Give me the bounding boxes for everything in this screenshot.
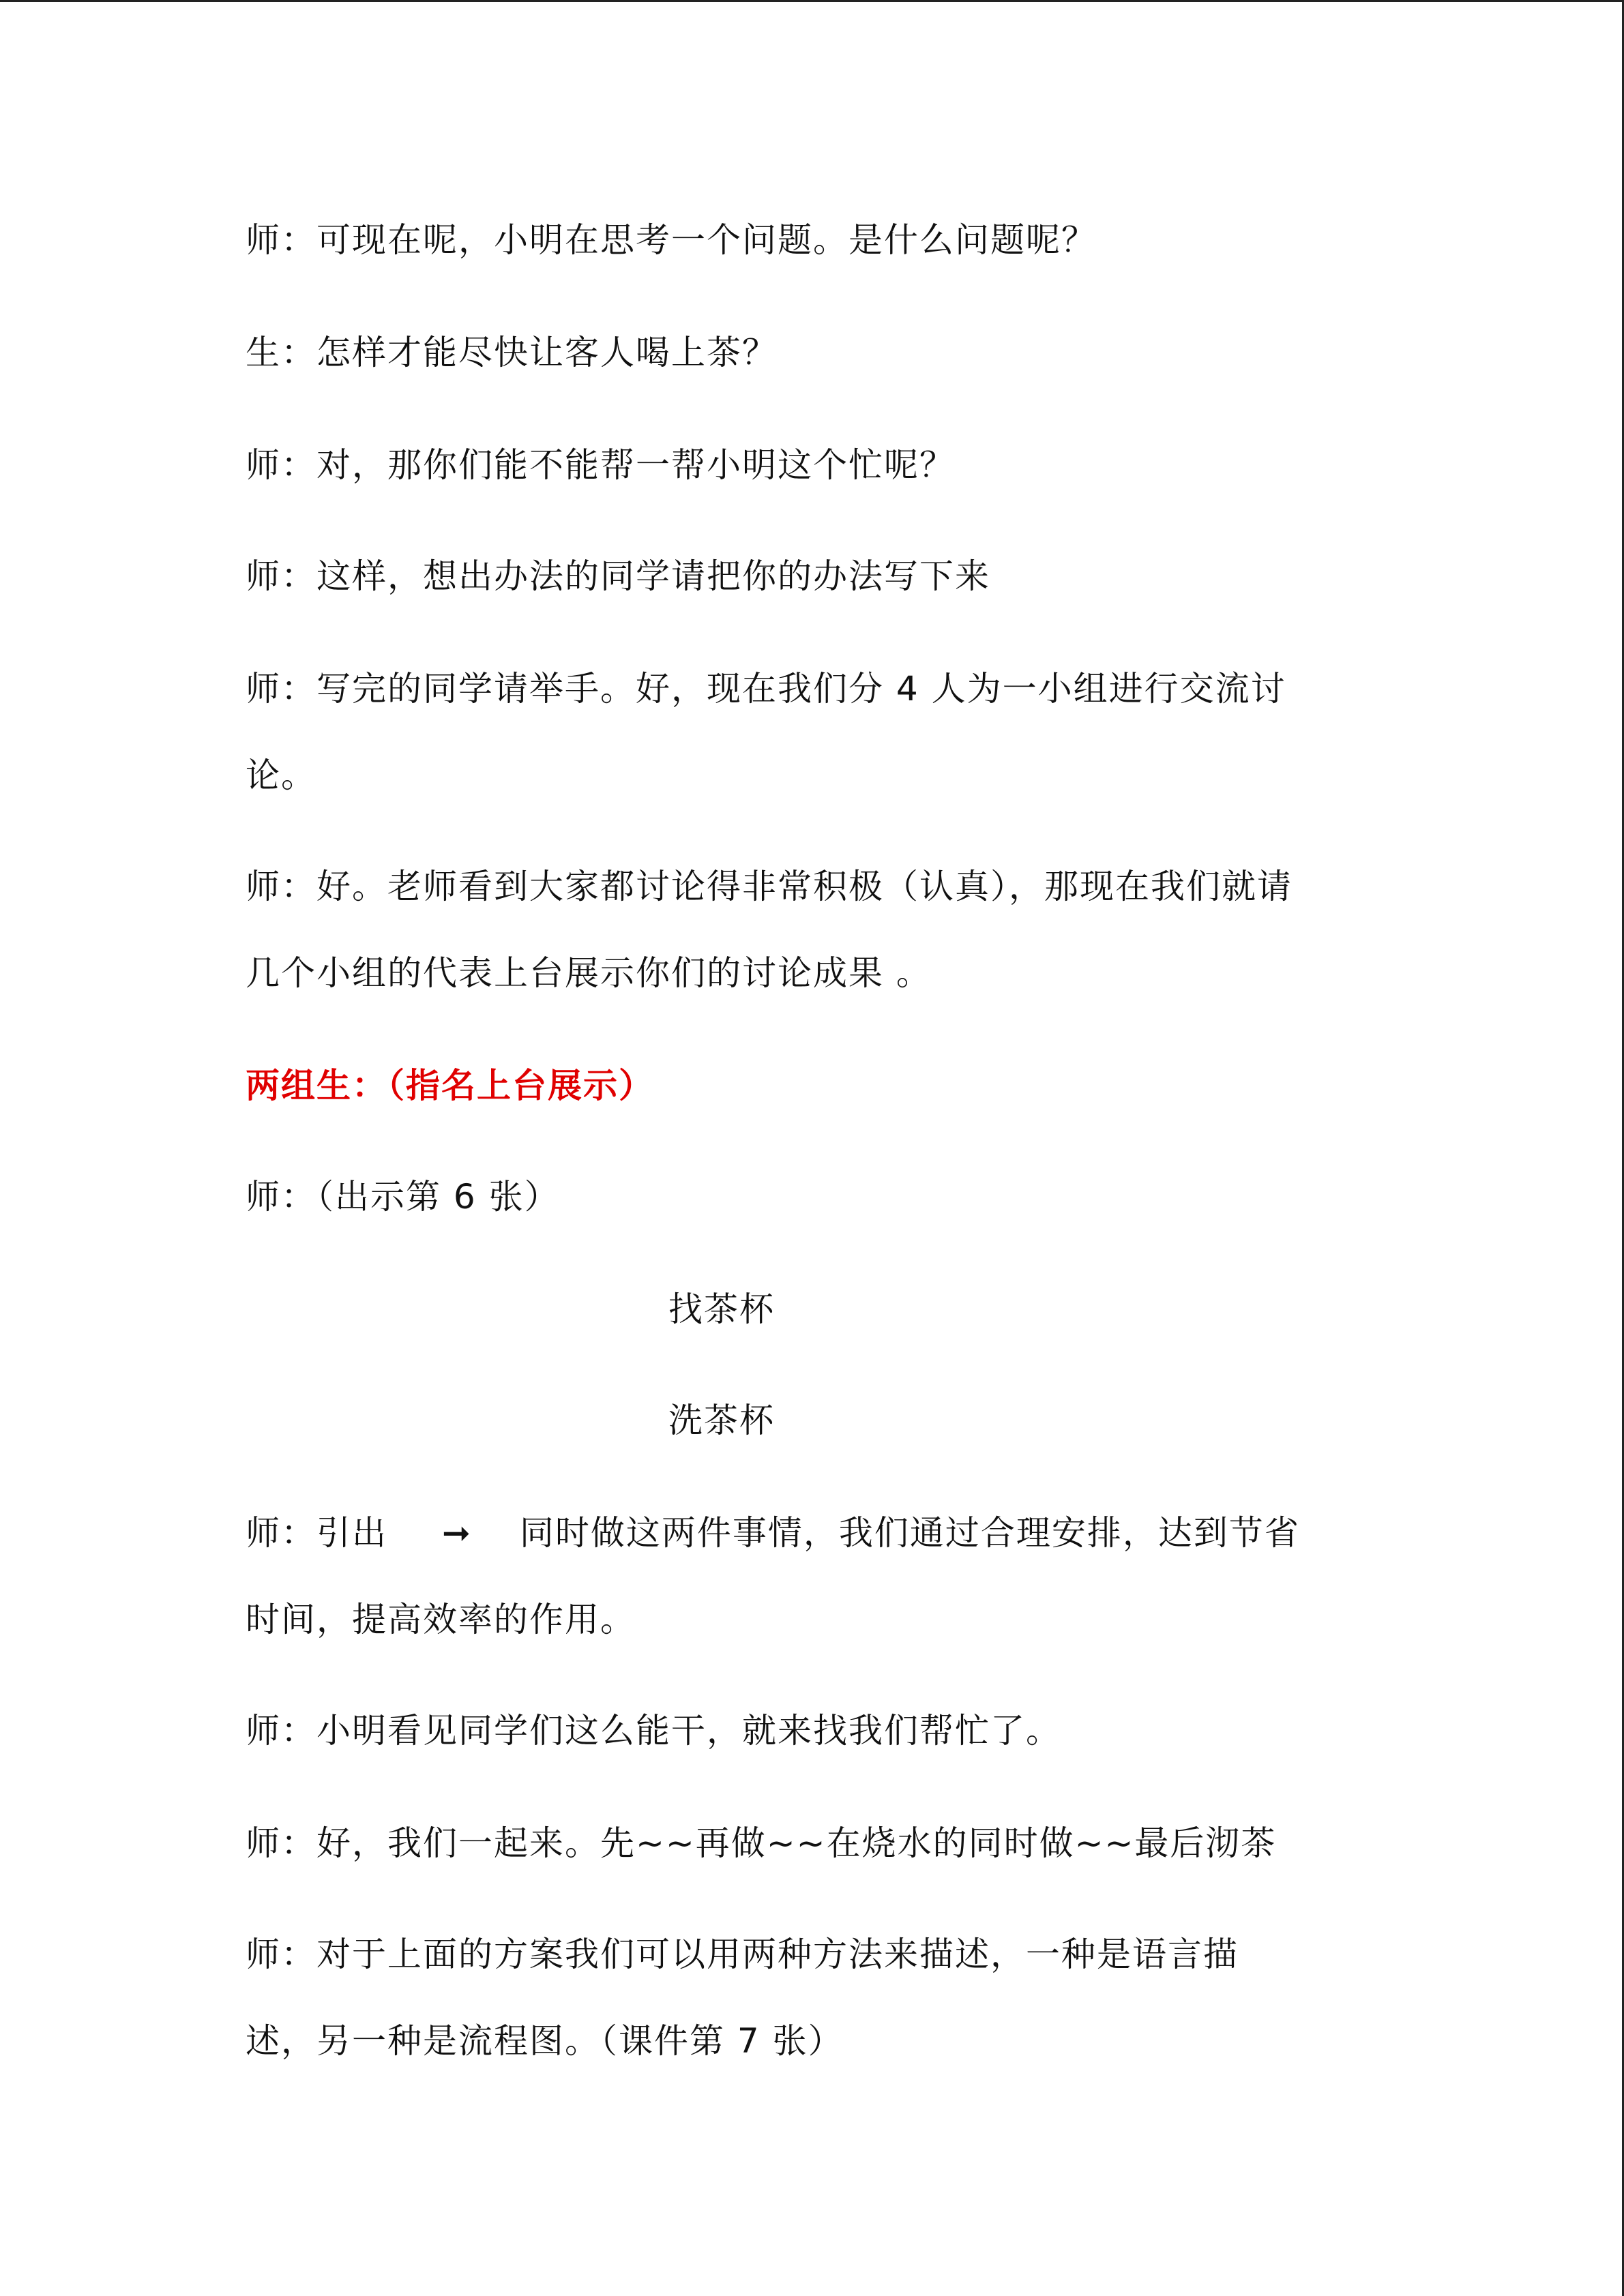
text-line: 师：对于上面的方案我们可以用两种方法来描述，一种是语言描	[246, 1935, 1239, 1974]
centered-item: 洗茶杯	[668, 1401, 775, 1440]
text-line-with-arrow	[246, 1512, 1300, 1553]
text-line: 师：好，我们一起来。先~~再做~~在烧水的同时做~~最后沏茶	[246, 1823, 1277, 1863]
text-segment: 同时做这两件事情，我们通过合理安排，达到节省	[519, 1513, 1300, 1553]
text-line: 师：好。老师看到大家都讨论得非常积极（认真），那现在我们就请	[246, 867, 1293, 906]
text-line: 生：怎样才能尽快让客人喝上茶？	[246, 333, 778, 372]
text-segment: 师：引出	[246, 1513, 387, 1553]
centered-item: 找茶杯	[668, 1289, 775, 1329]
text-line: 师：小明看见同学们这么能干，就来找我们帮忙了。	[246, 1711, 1061, 1750]
text-line: 师：可现在呢，小明在思考一个问题。是什么问题呢？	[246, 220, 1097, 260]
highlight-line: 两组生：（指名上台展示）	[246, 1066, 654, 1105]
text-line: 师：对，那你们能不能帮一帮小明这个忙呢？	[246, 445, 955, 485]
text-line: 师：（出示第 6 张）	[246, 1177, 560, 1217]
text-line: 师：写完的同学请举手。好，现在我们分 4 人为一小组进行交流讨	[246, 669, 1286, 709]
text-line: 述，另一种是流程图。（课件第 7 张）	[246, 2021, 844, 2061]
page-border-top	[0, 0, 1624, 2]
text-line: 几个小组的代表上台展示你们的讨论成果 。	[246, 953, 932, 993]
right-arrow-icon: ➞	[442, 1513, 472, 1553]
text-line: 时间，提高效率的作用。	[246, 1600, 636, 1639]
text-line: 论。	[246, 756, 316, 795]
text-line: 师：这样，想出办法的同学请把你的办法写下来	[246, 556, 990, 596]
